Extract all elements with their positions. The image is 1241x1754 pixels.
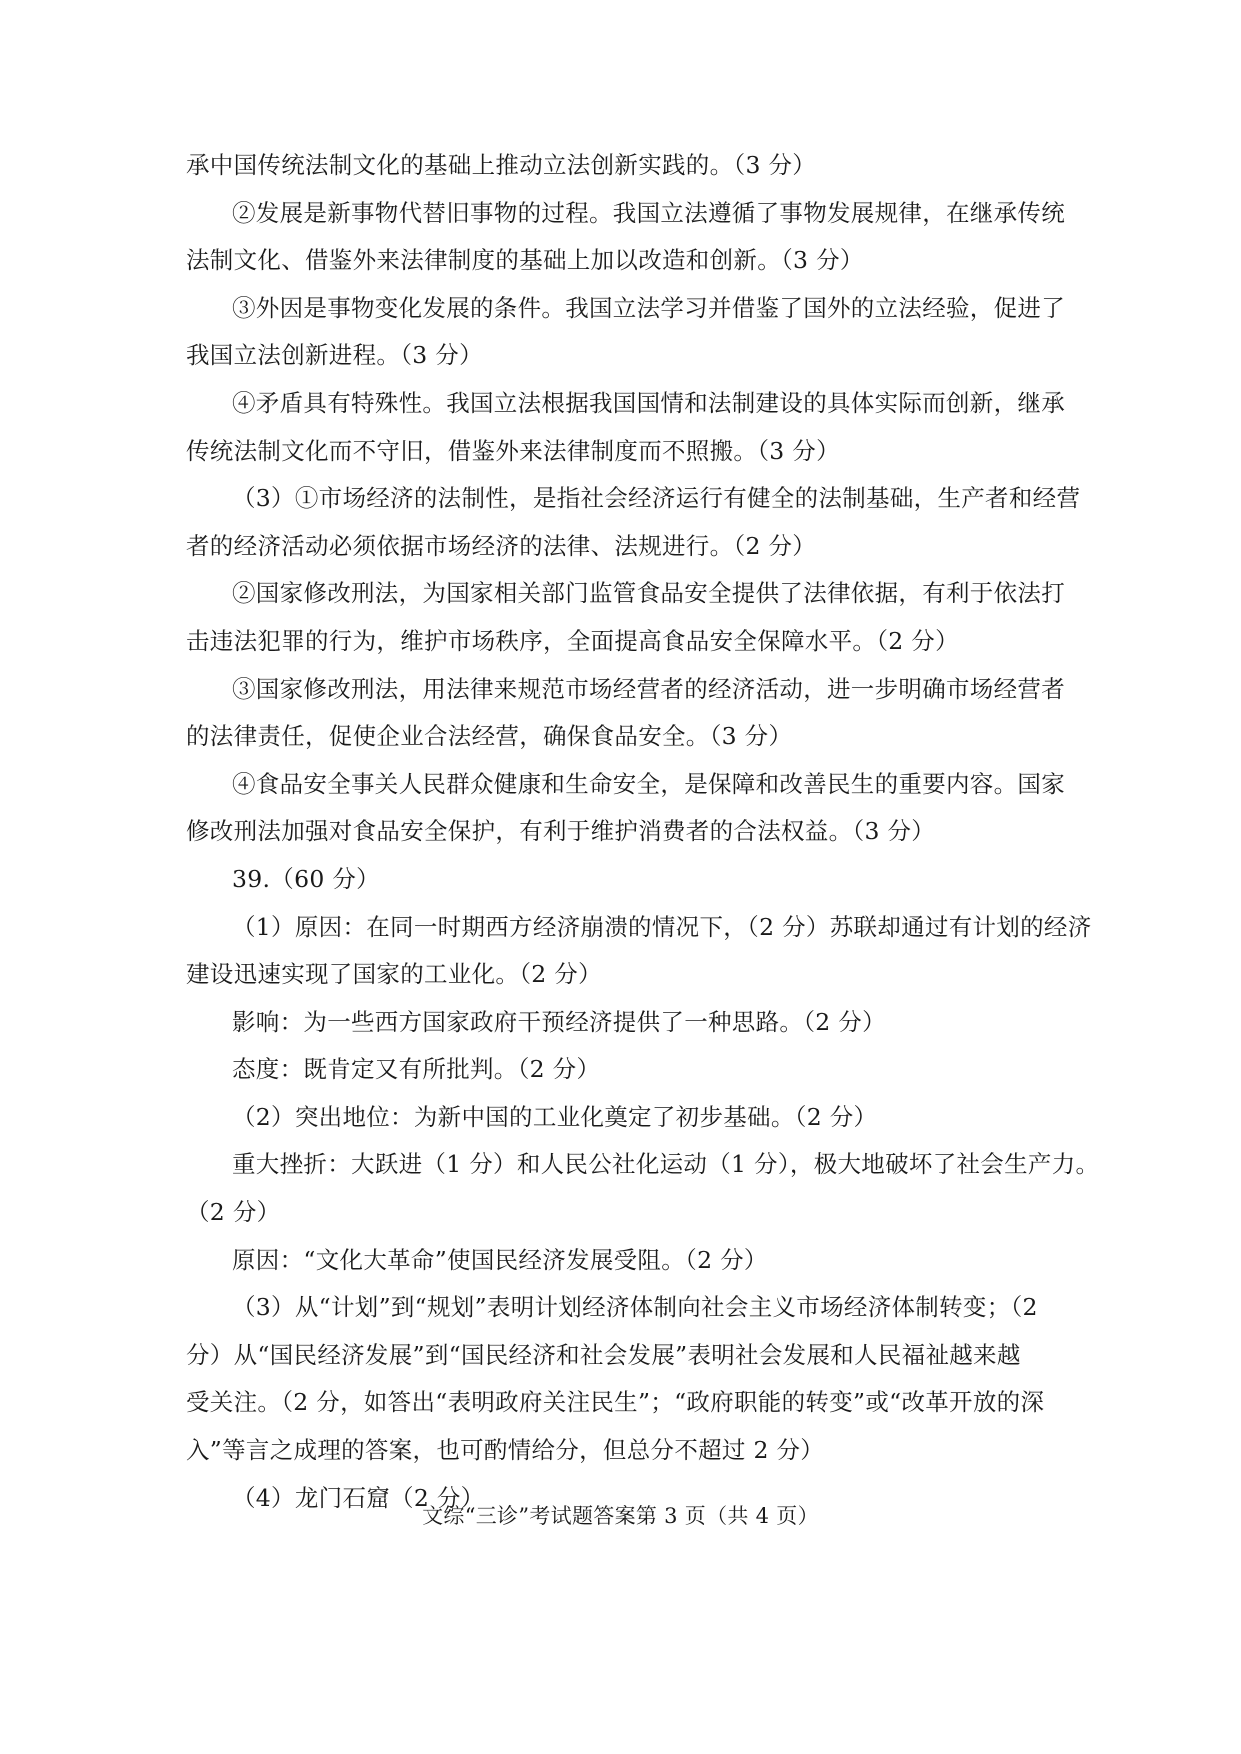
answer-text-block xyxy=(186,142,1100,1522)
text-line: 击违法犯罪的行为，维护市场秩序，全面提高食品安全保障水平。（2 分） xyxy=(186,626,959,655)
text-line: ④食品安全事关人民群众健康和生命安全，是保障和改善民生的重要内容。国家 xyxy=(232,769,1065,798)
text-line: ③国家修改刑法，用法律来规范市场经营者的经济活动，进一步明确市场经营者 xyxy=(232,674,1065,703)
text-line: ②发展是新事物代替旧事物的过程。我国立法遵循了事物发展规律，在继承传统 xyxy=(232,198,1065,227)
text-line: （2 分） xyxy=(186,1198,281,1227)
text-line: 承中国传统法制文化的基础上推动立法创新实践的。（3 分） xyxy=(186,151,817,179)
text-line: ③外因是事物变化发展的条件。我国立法学习并借鉴了国外的立法经验，促进了 xyxy=(232,293,1065,322)
text-line: 入”等言之成理的答案，也可酌情给分，但总分不超过 2 分） xyxy=(186,1436,825,1465)
text-line: 修改刑法加强对食品安全保护，有利于维护消费者的合法权益。（3 分） xyxy=(186,817,936,846)
text-line: 影响：为一些西方国家政府干预经济提供了一种思路。（2 分） xyxy=(232,1007,886,1036)
text-line: 法制文化、借鉴外来法律制度的基础上加以改造和创新。（3 分） xyxy=(186,246,864,275)
text-line: 者的经济活动必须依据市场经济的法律、法规进行。（2 分） xyxy=(186,531,817,560)
text-line: 我国立法创新进程。（3 分） xyxy=(186,341,483,370)
text-line: 传统法制文化而不守旧，借鉴外来法律制度而不照搬。（3 分） xyxy=(186,436,840,465)
text-line: （3）从“计划”到“规划”表明计划经济体制向社会主义市场经济体制转变；（2 xyxy=(232,1293,1038,1322)
text-line: 受关注。（2 分，如答出“表明政府关注民生”；“政府职能的转变”或“改革开放的深 xyxy=(186,1388,1045,1417)
text-line: 原因：“文化大革命”使国民经济发展受阻。（2 分） xyxy=(232,1245,768,1274)
text-line: （1）原因：在同一时期西方经济崩溃的情况下，（2 分）苏联却通过有计划的经济 xyxy=(232,912,1092,941)
question-number: 39.（60 分） xyxy=(232,864,380,893)
text-line: ②国家修改刑法，为国家相关部门监管食品安全提供了法律依据，有利于依法打 xyxy=(232,579,1065,608)
text-line: 重大挫折：大跃进（1 分）和人民公社化运动（1 分），极大地破坏了社会生产力。 xyxy=(232,1150,1100,1179)
text-line: 建设迅速实现了国家的工业化。（2 分） xyxy=(186,960,602,989)
text-line: （2）突出地位：为新中国的工业化奠定了初步基础。（2 分） xyxy=(232,1102,878,1131)
text-line: 态度：既肯定又有所批判。（2 分） xyxy=(232,1055,601,1084)
text-line: 分）从“国民经济发展”到“国民经济和社会发展”表明社会发展和人民福祉越来越 xyxy=(186,1340,1021,1369)
page-footer: 文综“三诊”考试题答案第 3 页（共 4 页） xyxy=(422,1504,819,1528)
text-line: （4）龙门石窟（2 分） xyxy=(232,1483,485,1512)
text-line: （3）①市场经济的法制性，是指社会经济运行有健全的法制基础，生产者和经营 xyxy=(232,484,1081,513)
text-line: 的法律责任，促使企业合法经营，确保食品安全。（3 分） xyxy=(186,722,793,751)
text-line: ④矛盾具有特殊性。我国立法根据我国国情和法制建设的具体实际而创新，继承 xyxy=(232,388,1065,417)
